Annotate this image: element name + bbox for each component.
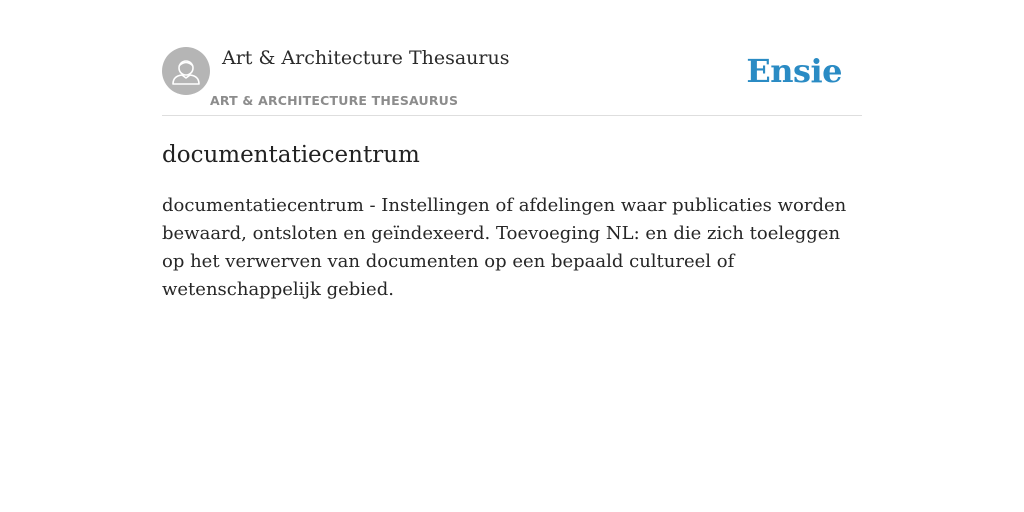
term-title: documentatiecentrum [162,142,420,168]
ensie-logo[interactable]: Ensie [746,52,842,90]
author-name[interactable]: Art & Architecture Thesaurus [222,47,510,69]
author-subtitle[interactable]: ART & ARCHITECTURE THESAURUS [210,93,459,108]
term-definition: documentatiecentrum - Instellingen of afdelingen waar publicaties worden bewaard, ontsloten en geïndexeerd. Toevoeging NL: en die zich toeleggen op het verwerven van documenten op een bepaald cultureel of wetenschappelijk gebied. [162,195,847,300]
user-avatar-icon[interactable] [162,47,210,95]
author-header [162,46,862,116]
